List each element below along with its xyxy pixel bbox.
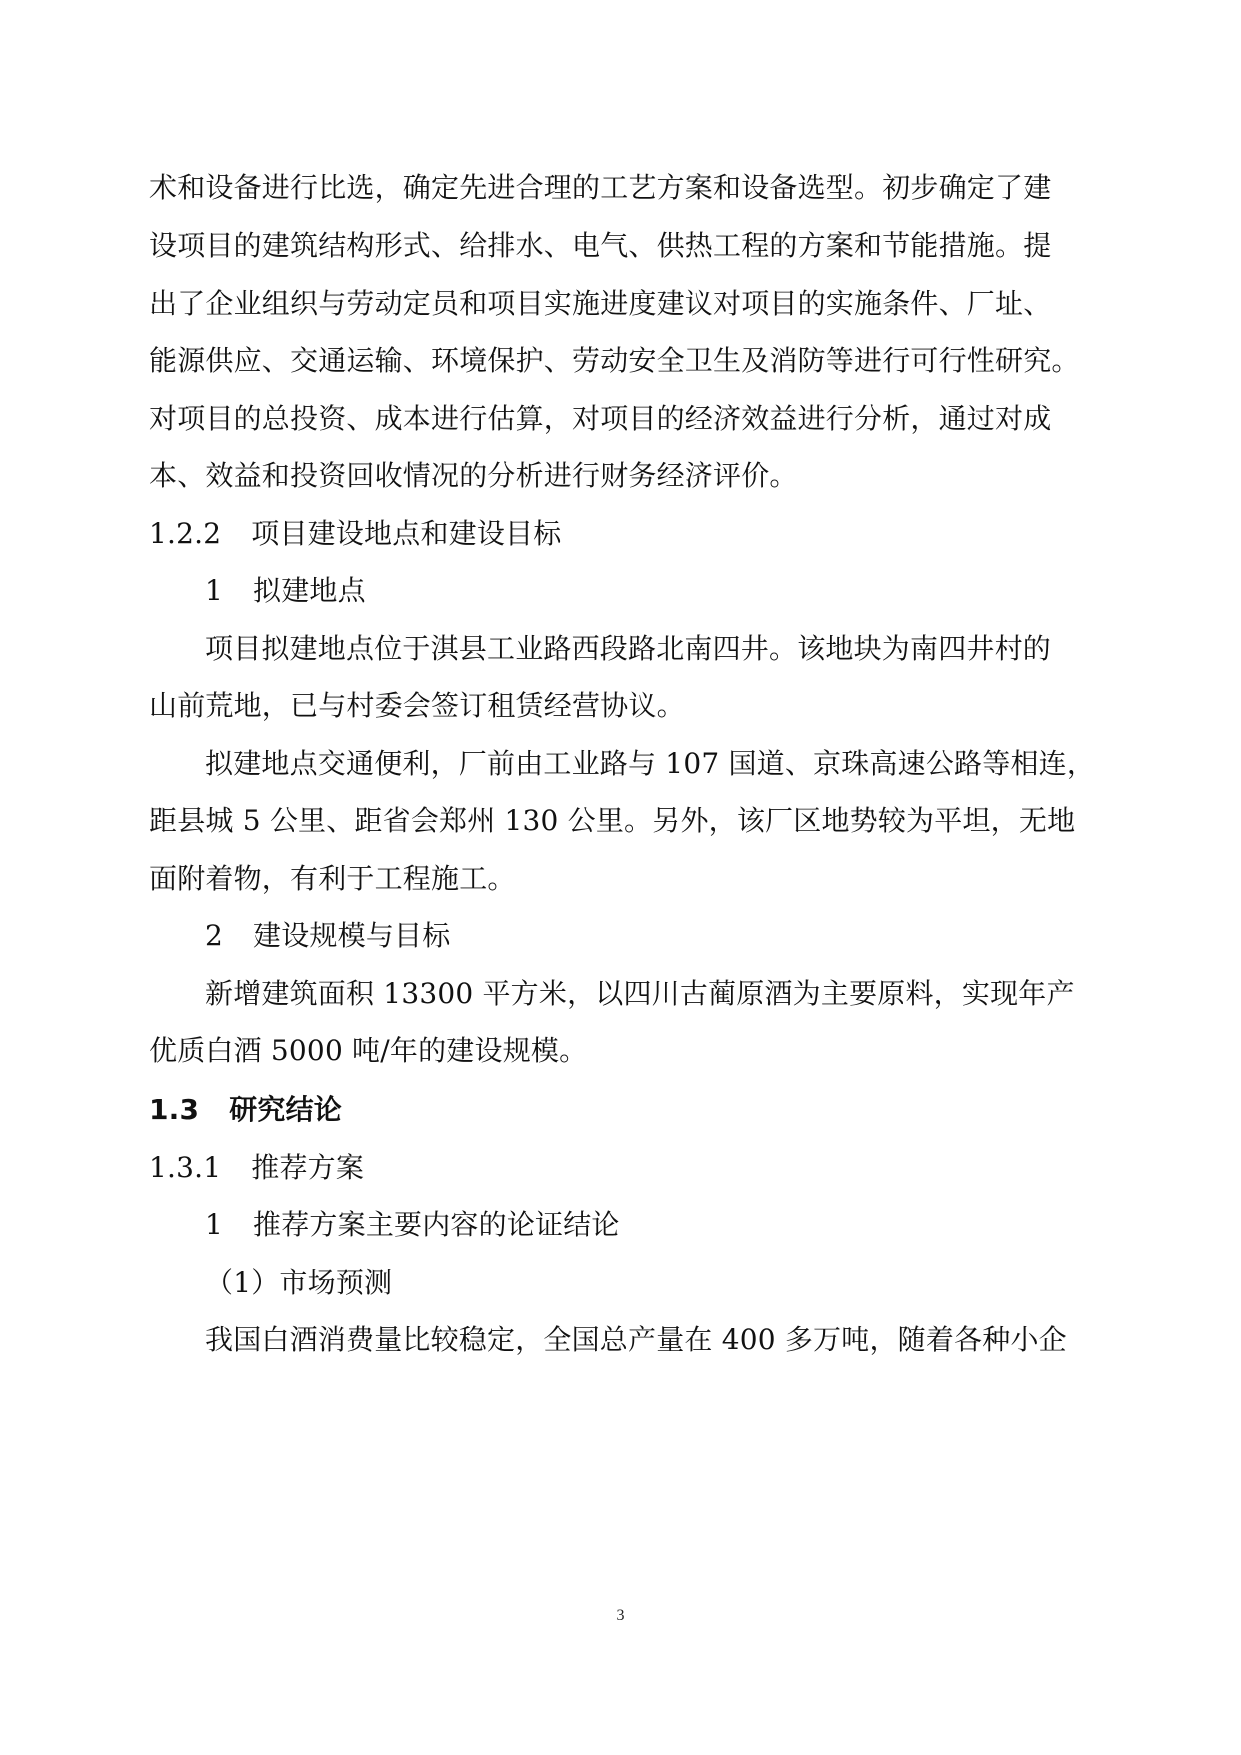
body-text-line: 拟建地点交通便利，厂前由工业路与 107 国道、京珠高速公路等相连， [205,747,1096,780]
item-heading-scale [205,914,1165,958]
body-text-line: 对项目的总投资、成本进行估算，对项目的经济效益进行分析，通过对成 [149,402,1052,435]
sub-item-heading: （1）市场预测 [205,1266,393,1299]
item-number: 1 [205,1208,224,1241]
item-heading-location [205,569,1165,613]
body-text-line: 山前荒地，已与村委会签订租赁经营协议。 [149,689,685,722]
section-heading-1-3-1 [149,1146,1109,1190]
item-title: 拟建地点 [253,574,366,607]
section-title: 项目建设地点和建设目标 [251,517,562,550]
body-text-line: 出了企业组织与劳动定员和项目实施进度建议对项目的实施条件、厂址、 [149,287,1052,320]
body-text-line: 术和设备进行比选，确定先进合理的工艺方案和设备选型。初步确定了建 [149,171,1052,204]
section-number: 1.3 [149,1093,200,1126]
body-text-line: 能源供应、交通运输、环境保护、劳动安全卫生及消防等进行可行性研究。 [149,344,1080,377]
section-number: 1.3.1 [149,1151,222,1184]
body-text-line: 新增建筑面积 13300 平方米，以四川古蔺原酒为主要原料，实现年产 [205,977,1075,1010]
item-number: 1 [205,574,224,607]
body-text-line: 本、效益和投资回收情况的分析进行财务经济评价。 [149,459,798,492]
section-heading-1-2-2 [149,512,1109,556]
page-number: 3 [616,1607,625,1624]
body-text-line: 距县城 5 公里、距省会郑州 130 公里。另外，该厂区地势较为平坦，无地 [149,804,1076,837]
body-text-line: 优质白酒 5000 吨/年的建设规模。 [149,1034,588,1067]
section-title: 研究结论 [229,1093,343,1126]
section-title: 推荐方案 [251,1151,365,1184]
section-number: 1.2.2 [149,517,222,550]
body-text-line: 我国白酒消费量比较稳定，全国总产量在 400 多万吨，随着各种小企 [205,1323,1067,1356]
item-heading-conclusion [205,1203,1165,1247]
section-heading-1-3 [149,1088,1109,1132]
item-number: 2 [205,919,224,952]
body-text-line: 面附着物，有利于工程施工。 [149,862,516,895]
item-title: 推荐方案主要内容的论证结论 [253,1208,620,1241]
item-title: 建设规模与目标 [253,919,451,952]
body-text-line: 设项目的建筑结构形式、给排水、电气、供热工程的方案和节能措施。提 [149,229,1052,262]
body-text-line: 项目拟建地点位于淇县工业路西段路北南四井。该地块为南四井村的 [205,632,1052,665]
